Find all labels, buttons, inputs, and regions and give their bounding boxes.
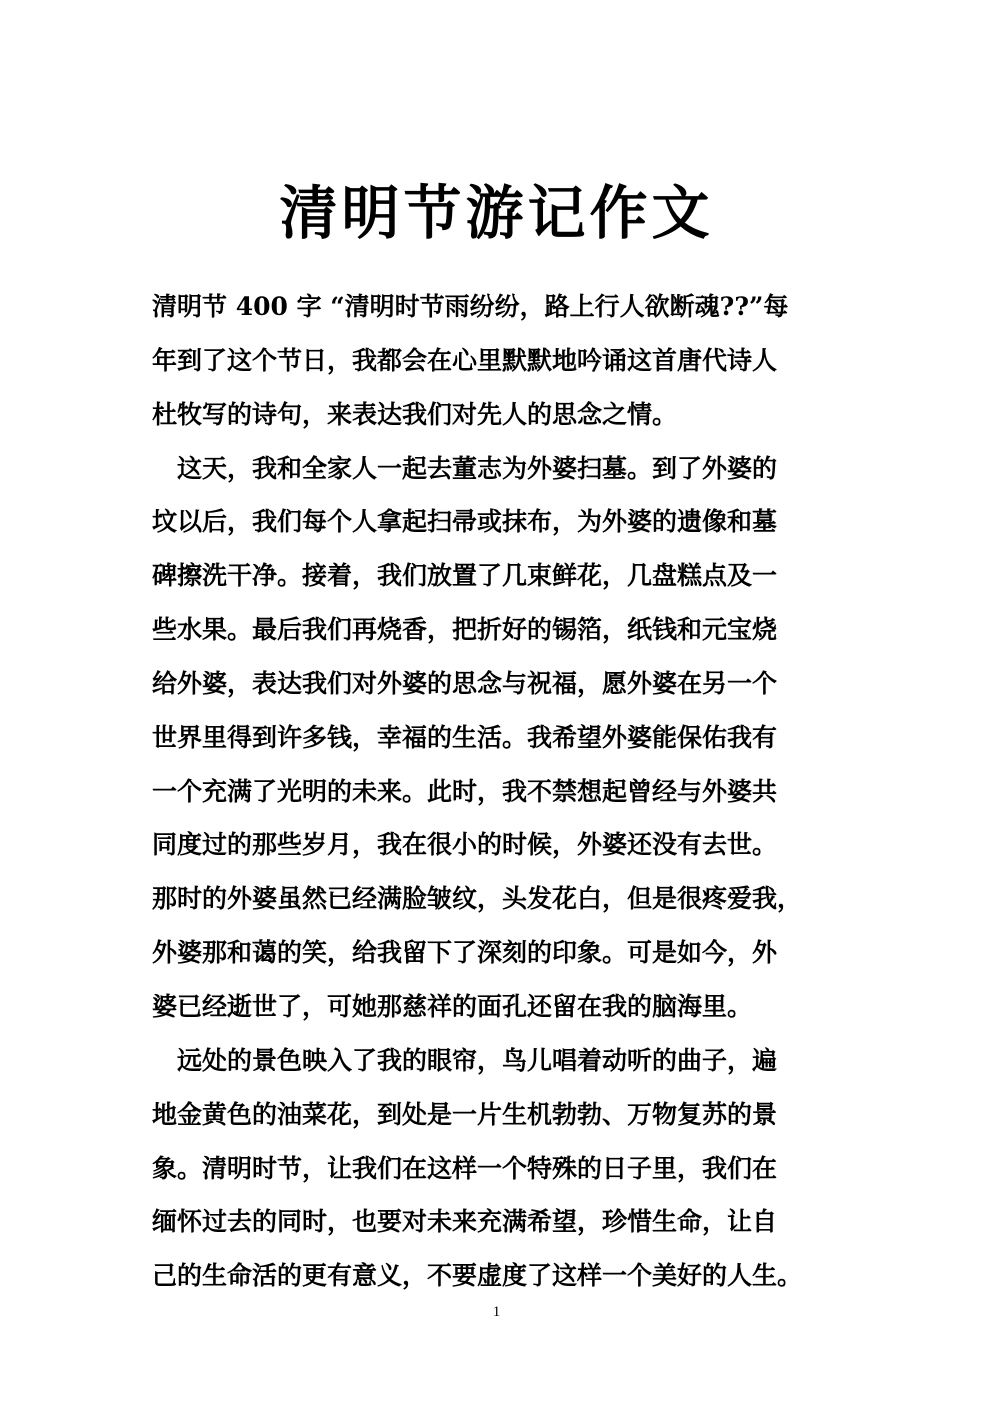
body-line: 那时的外婆虽然已经满脸皱纹，头发花白，但是很疼爱我， xyxy=(152,884,803,914)
body-line: 杜牧写的诗句，来表达我们对先人的思念之情。 xyxy=(152,399,678,429)
body-line: 己的生命活的更有意义，不要虚度了这样一个美好的人生。 xyxy=(152,1261,803,1291)
body-line: 给外婆，表达我们对外婆的思念与祝福，愿外婆在另一个 xyxy=(152,668,778,698)
body-line: 清明节 400 字 “清明时节雨纷纷，路上行人欲断魂??”每 xyxy=(152,292,789,321)
body-line: 这天，我和全家人一起去董志为外婆扫墓。到了外婆的 xyxy=(152,453,778,483)
body-line: 地金黄色的油菜花，到处是一片生机勃勃、万物复苏的景 xyxy=(152,1099,778,1129)
body-line: 缅怀过去的同时，也要对未来充满希望，珍惜生命，让自 xyxy=(152,1207,778,1237)
body-line: 外婆那和蔼的笑，给我留下了深刻的印象。可是如今，外 xyxy=(152,938,778,968)
essay-body xyxy=(152,280,852,1303)
body-line: 些水果。最后我们再烧香，把折好的锡箔，纸钱和元宝烧 xyxy=(152,615,778,645)
body-line: 同度过的那些岁月，我在很小的时候，外婆还没有去世。 xyxy=(152,830,778,860)
page-number: 1 xyxy=(492,1304,501,1320)
body-line: 坟以后，我们每个人拿起扫帚或抹布，为外婆的遗像和墓 xyxy=(152,507,778,537)
body-line: 碑擦洗干净。接着，我们放置了几束鲜花，几盘糕点及一 xyxy=(152,561,778,591)
body-line: 象。清明时节，让我们在这样一个特殊的日子里，我们在 xyxy=(152,1153,778,1183)
body-line: 世界里得到许多钱，幸福的生活。我希望外婆能保佑我有 xyxy=(152,722,778,752)
body-line: 年到了这个节日，我都会在心里默默地吟诵这首唐代诗人 xyxy=(152,345,778,375)
document-title: 清明节游记作文 xyxy=(279,179,714,247)
body-line: 远处的景色映入了我的眼帘，鸟儿唱着动听的曲子，遍 xyxy=(152,1045,778,1075)
body-line: 一个充满了光明的未来。此时，我不禁想起曾经与外婆共 xyxy=(152,776,778,806)
body-line: 婆已经逝世了，可她那慈祥的面孔还留在我的脑海里。 xyxy=(152,991,753,1021)
